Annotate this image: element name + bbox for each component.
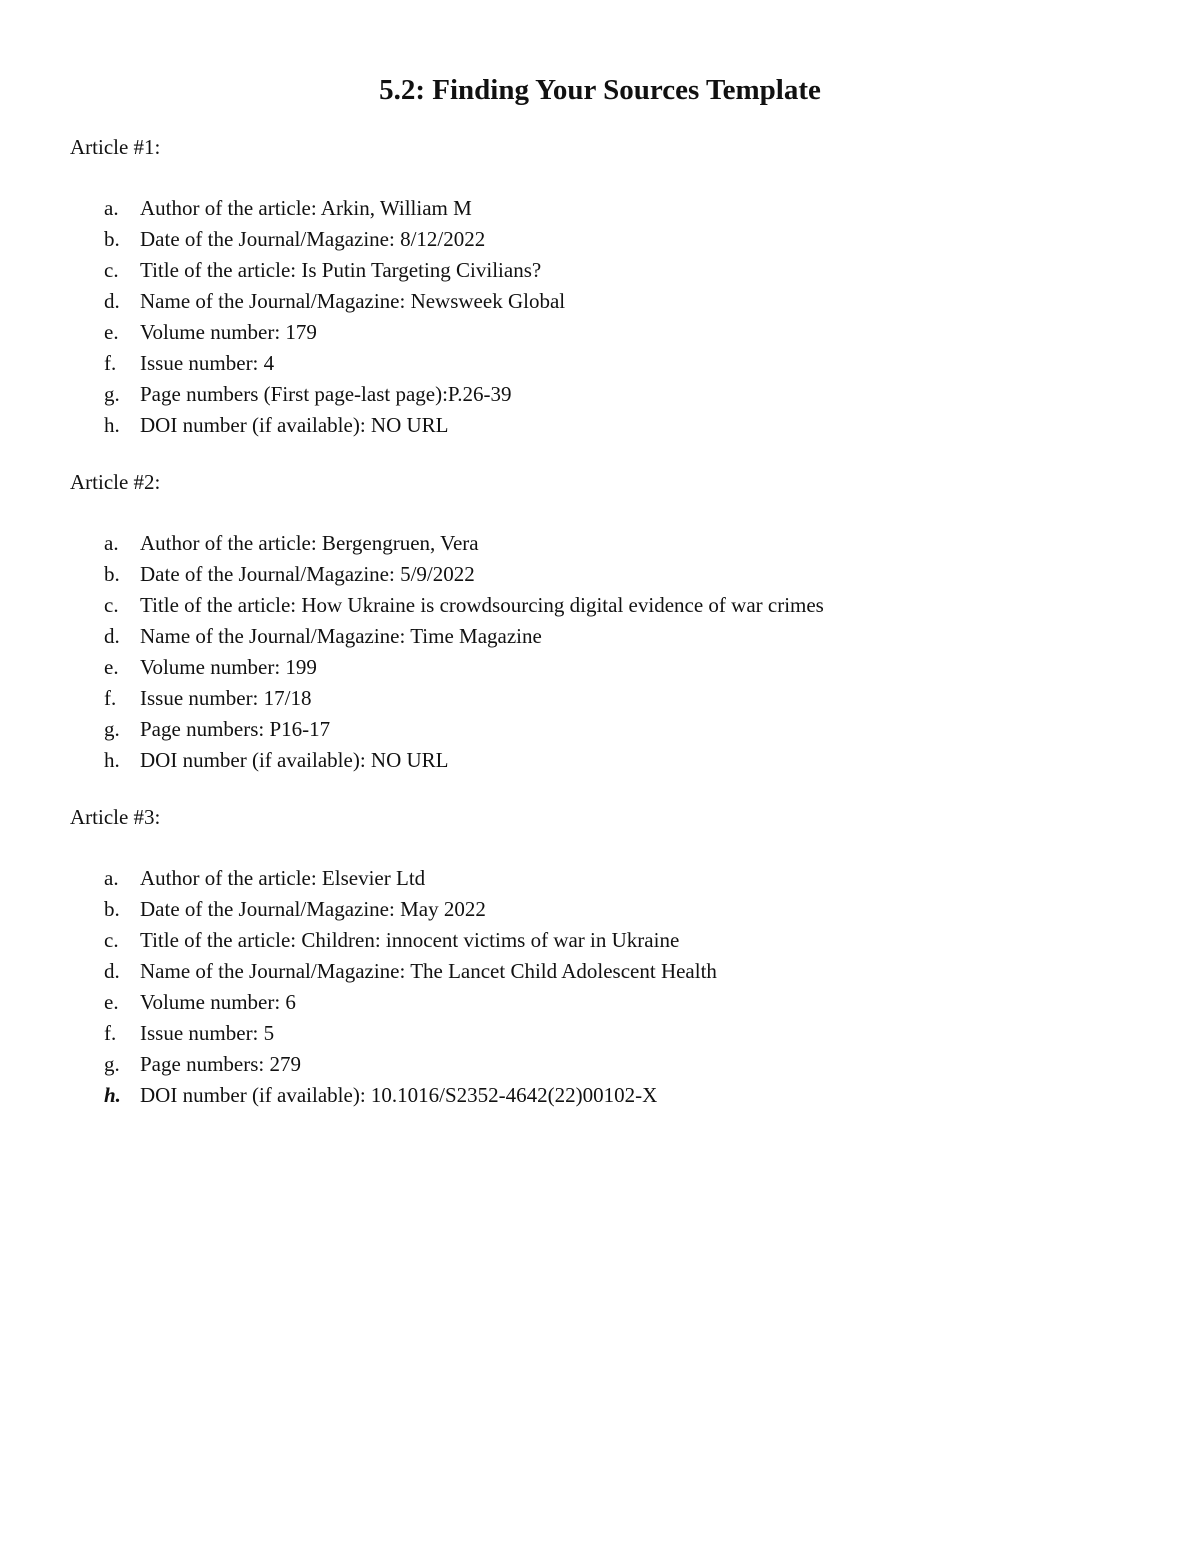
field-text: Volume number: 179 xyxy=(140,320,317,344)
field-text: Title of the article: Is Putin Targeting Civilians? xyxy=(140,258,542,282)
article-field-list xyxy=(70,193,1150,441)
list-marker: h. xyxy=(104,748,120,772)
field-title xyxy=(70,925,1150,956)
field-volume xyxy=(70,652,1150,683)
field-text: Volume number: 199 xyxy=(140,655,317,679)
article-heading: Article #2: xyxy=(70,470,161,494)
field-text: Volume number: 6 xyxy=(140,990,296,1014)
field-text: Page numbers: 279 xyxy=(140,1052,301,1076)
list-marker: e. xyxy=(104,990,119,1014)
field-title xyxy=(70,590,1150,621)
field-text: Name of the Journal/Magazine: Newsweek Global xyxy=(140,289,566,313)
field-doi xyxy=(70,745,1150,776)
field-date xyxy=(70,224,1150,255)
list-marker: g. xyxy=(104,717,120,741)
article-section-2 xyxy=(70,468,1150,776)
article-heading: Article #3: xyxy=(70,805,161,829)
field-text: Author of the article: Elsevier Ltd xyxy=(140,866,426,890)
list-marker: c. xyxy=(104,258,119,282)
list-marker: c. xyxy=(104,593,119,617)
list-marker: a. xyxy=(104,866,119,890)
list-marker: f. xyxy=(104,686,117,710)
field-text: Date of the Journal/Magazine: May 2022 xyxy=(140,897,486,921)
list-marker: b. xyxy=(104,227,120,251)
field-text: Author of the article: Arkin, William M xyxy=(140,196,472,220)
field-volume xyxy=(70,987,1150,1018)
field-text: Page numbers (First page-last page):P.26-39 xyxy=(140,382,512,406)
field-text: DOI number (if available): NO URL xyxy=(140,413,449,437)
list-marker: d. xyxy=(104,624,120,648)
field-issue xyxy=(70,348,1150,379)
list-marker: g. xyxy=(104,1052,120,1076)
list-marker: e. xyxy=(104,320,119,344)
field-text: DOI number (if available): NO URL xyxy=(140,748,449,772)
field-text: Author of the article: Bergengruen, Vera xyxy=(140,531,479,555)
field-text: Date of the Journal/Magazine: 8/12/2022 xyxy=(140,227,486,251)
field-volume xyxy=(70,317,1150,348)
list-marker: f. xyxy=(104,351,117,375)
field-author xyxy=(70,863,1150,894)
list-marker: h. xyxy=(104,413,120,437)
list-marker: a. xyxy=(104,531,119,555)
field-text: DOI number (if available): 10.1016/S2352-4642(22)00102-X xyxy=(140,1083,658,1107)
list-marker: d. xyxy=(104,289,120,313)
list-marker: b. xyxy=(104,562,120,586)
field-pages xyxy=(70,379,1150,410)
list-marker: d. xyxy=(104,959,120,983)
article-field-list xyxy=(70,528,1150,776)
field-date xyxy=(70,559,1150,590)
field-text: Issue number: 17/18 xyxy=(140,686,312,710)
list-marker: f. xyxy=(104,1021,117,1045)
field-text: Date of the Journal/Magazine: 5/9/2022 xyxy=(140,562,475,586)
field-author xyxy=(70,528,1150,559)
field-issue xyxy=(70,683,1150,714)
field-text: Issue number: 5 xyxy=(140,1021,275,1045)
field-journal-name xyxy=(70,956,1150,987)
field-text: Name of the Journal/Magazine: Time Magazine xyxy=(140,624,542,648)
field-text: Title of the article: How Ukraine is crowdsourcing digital evidence of war crimes xyxy=(140,593,824,617)
list-marker: a. xyxy=(104,196,119,220)
field-pages xyxy=(70,714,1150,745)
article-field-list xyxy=(70,863,1150,1111)
field-doi xyxy=(70,410,1150,441)
list-marker: e. xyxy=(104,655,119,679)
article-heading: Article #1: xyxy=(70,135,161,159)
field-pages xyxy=(70,1049,1150,1080)
document-title: 5.2: Finding Your Sources Template xyxy=(379,74,821,106)
article-section-3 xyxy=(70,803,1150,1111)
field-text: Title of the article: Children: innocent victims of war in Ukraine xyxy=(140,928,680,952)
list-marker: h. xyxy=(104,1083,121,1107)
list-marker: c. xyxy=(104,928,119,952)
field-journal-name xyxy=(70,621,1150,652)
field-text: Issue number: 4 xyxy=(140,351,275,375)
field-title xyxy=(70,255,1150,286)
field-doi xyxy=(70,1080,1150,1111)
field-issue xyxy=(70,1018,1150,1049)
list-marker: b. xyxy=(104,897,120,921)
field-date xyxy=(70,894,1150,925)
article-section-1 xyxy=(70,133,1150,441)
field-author xyxy=(70,193,1150,224)
list-marker: g. xyxy=(104,382,120,406)
field-journal-name xyxy=(70,286,1150,317)
field-text: Page numbers: P16-17 xyxy=(140,717,331,741)
field-text: Name of the Journal/Magazine: The Lancet Child Adolescent Health xyxy=(140,959,717,983)
